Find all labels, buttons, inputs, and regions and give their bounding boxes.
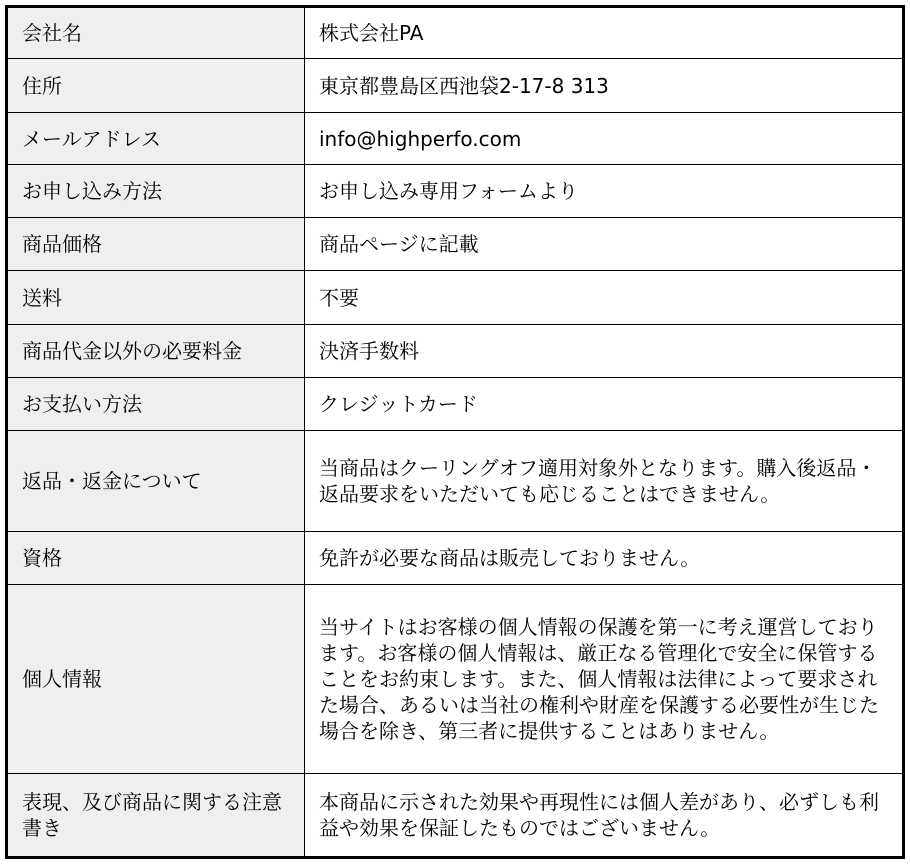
row-label-application-method: お申し込み方法 xyxy=(7,165,305,218)
row-label-email: メールアドレス xyxy=(7,113,305,165)
company-info-table xyxy=(5,5,905,859)
row-value-license: 免許が必要な商品は販売しておりません。 xyxy=(305,532,904,585)
row-value-disclaimer: 本商品に示された効果や再現性には個人差があり、必ずしも利益や効果を保証したものではございません。 xyxy=(305,774,904,858)
table-row xyxy=(7,7,904,59)
table-row xyxy=(7,59,904,113)
row-value-application-method: お申し込み専用フォームより xyxy=(305,165,904,218)
row-value-address: 東京都豊島区西池袋2-17-8 313 xyxy=(305,59,904,113)
row-value-privacy: 当サイトはお客様の個人情報の保護を第一に考え運営しております。お客様の個人情報は、厳正なる管理化で安全に保管することをお約束します。また、個人情報は法律によって要求された場合、あるいは当社の権利や財産を保護する必要性が生じた場合を除き、第三者に提供することはありません。 xyxy=(305,585,904,774)
table-row xyxy=(7,218,904,271)
row-value-payment-method: クレジットカード xyxy=(305,378,904,431)
row-label-company-name: 会社名 xyxy=(7,7,305,59)
table-row xyxy=(7,585,904,774)
table-row xyxy=(7,325,904,378)
row-value-company-name: 株式会社PA xyxy=(305,7,904,59)
row-value-shipping: 不要 xyxy=(305,271,904,325)
row-value-price: 商品ページに記載 xyxy=(305,218,904,271)
row-label-returns: 返品・返金について xyxy=(7,431,305,532)
table-row xyxy=(7,774,904,858)
table-row xyxy=(7,113,904,165)
table-row xyxy=(7,165,904,218)
row-label-price: 商品価格 xyxy=(7,218,305,271)
row-label-other-fees: 商品代金以外の必要料金 xyxy=(7,325,305,378)
row-label-address: 住所 xyxy=(7,59,305,113)
row-label-payment-method: お支払い方法 xyxy=(7,378,305,431)
row-label-shipping: 送料 xyxy=(7,271,305,325)
row-label-license: 資格 xyxy=(7,532,305,585)
table-row xyxy=(7,431,904,532)
table-row xyxy=(7,532,904,585)
row-value-other-fees: 決済手数料 xyxy=(305,325,904,378)
row-value-email: info@highperfo.com xyxy=(305,113,904,165)
row-label-disclaimer: 表現、及び商品に関する注意書き xyxy=(7,774,305,858)
table-row xyxy=(7,271,904,325)
table-row xyxy=(7,378,904,431)
row-value-returns: 当商品はクーリングオフ適用対象外となります。購入後返品・返品要求をいただいても応じることはできません。 xyxy=(305,431,904,532)
row-label-privacy: 個人情報 xyxy=(7,585,305,774)
